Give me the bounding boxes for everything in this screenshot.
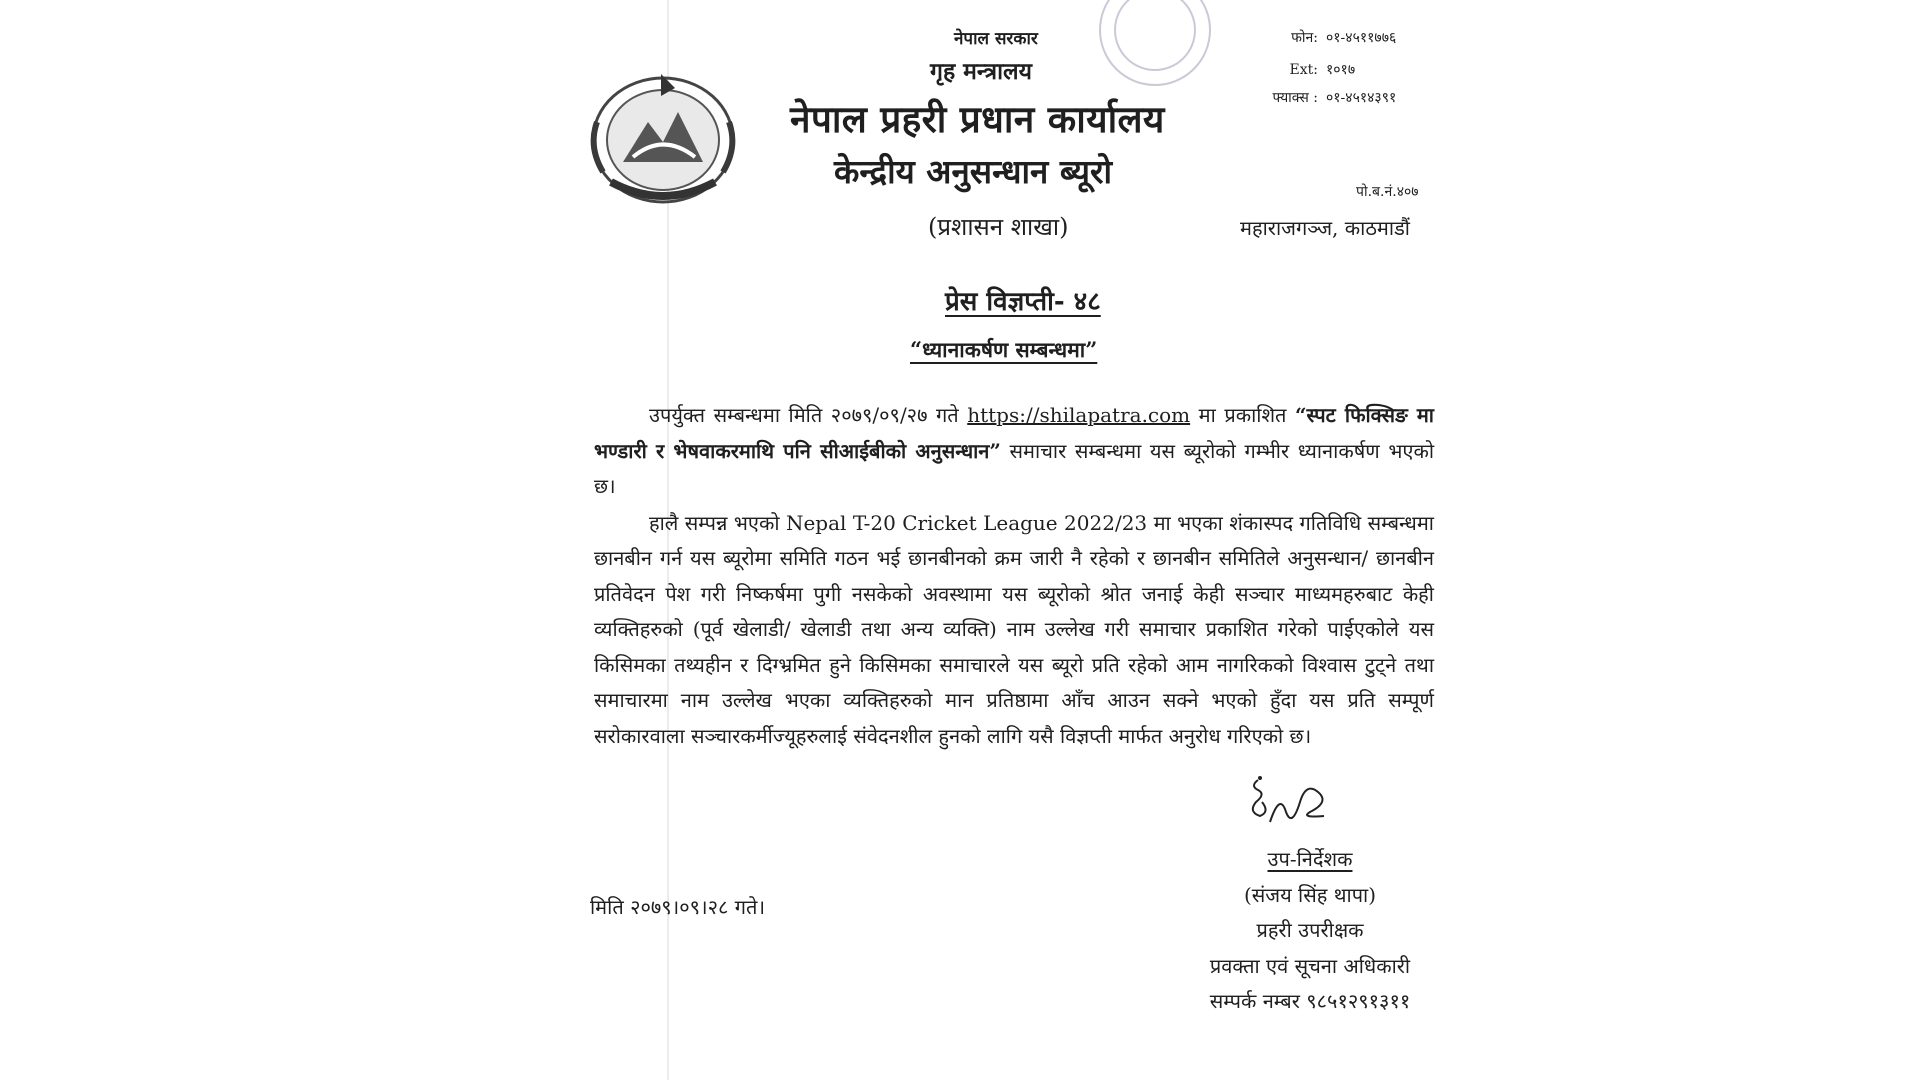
letter-body bbox=[594, 398, 1434, 755]
p1-text-a: उपर्युक्त सम्बन्धमा मिति २०७९/०९/२७ गते bbox=[649, 403, 968, 427]
ministry-label: गृह मन्त्रालय bbox=[930, 58, 1032, 85]
received-stamp bbox=[1075, 0, 1235, 100]
signatory-role: प्रवक्ता एवं सूचना अधिकारी bbox=[1209, 953, 1411, 978]
ext-label: Ext: bbox=[1289, 62, 1318, 78]
signatory-block bbox=[1160, 842, 1460, 1020]
signatory-phone: सम्पर्क नम्बर ९८५१२९१३११ bbox=[1209, 989, 1411, 1013]
office-title: नेपाल प्रहरी प्रधान कार्यालय bbox=[790, 97, 1165, 141]
p1-text-c: समाचार सम्बन्धमा यस ब्यूरोको गम्भीर ध्यानाकर्षण भएको छ। bbox=[594, 438, 1434, 498]
paragraph-1 bbox=[594, 398, 1434, 505]
ext-value: १०१७ bbox=[1326, 62, 1356, 78]
contact-ext bbox=[1248, 60, 1355, 79]
signatory-name: (संजय सिंह थापा) bbox=[1243, 882, 1377, 907]
signatory-rank: प्रहरी उपरीक्षक bbox=[1256, 918, 1364, 942]
branch-label: (प्रशासन शाखा) bbox=[928, 213, 1069, 241]
fax-label: फ्याक्स : bbox=[1272, 90, 1318, 106]
issue-date: मिति २०७९।०९।२८ गते। bbox=[590, 895, 766, 919]
handwritten-signature bbox=[1240, 772, 1340, 840]
po-box: पो.ब.नं.४०७ bbox=[1356, 184, 1419, 200]
subject-line: “ध्यानाकर्षण सम्बन्धमा” bbox=[910, 337, 1098, 362]
phone-value: ०१-४५११७७६ bbox=[1326, 30, 1397, 46]
government-label: नेपाल सरकार bbox=[954, 29, 1038, 49]
p1-text-b: मा प्रकाशित bbox=[1190, 403, 1296, 427]
paragraph-2: हालै सम्पन्न भएको Nepal T-20 Cricket League 2022/23 मा भएका शंकास्पद गतिविधि सम्बन्धमा छानबीन गर्न यस ब्यूरोमा समिति गठन भई छानबीनको क्रम जारी नै रहेको र छानबीन समितिले अनुसन्धान/ छानबीन प्रतिवेदन पेश गरी निष्कर्षमा पुगी नसकेको अवस्थामा यस ब्यूरोको श्रोत जनाई केही सञ्चार माध्यमहरुबाट केही व्यक्तिहरुको (पूर्व खेलाडी/ खेलाडी तथा अन्य व्यक्ति) नाम उल्लेख गरी समाचार प्रकाशित गरेको पाईएकोले यस किसिमका तथ्यहीन र दिग्भ्रमित हुने किसिमका समाचारले यस ब्यूरो प्रति रहेको आम नागरिकको विश्वास टुट्ने तथा समाचारमा नाम उल्लेख भएका व्यक्तिहरुको मान प्रतिष्ठामा आँच आउन सक्ने भएको हुँदा यस प्रति सम्पूर्ण सरोकारवाला सञ्चारकर्मीज्यूहरुलाई संवेदनशील हुनको लागि यसै विज्ञप्ती मार्फत अनुरोध गरिएको छ। bbox=[594, 510, 1434, 748]
bureau-title: केन्द्रीय अनुसन्धान ब्यूरो bbox=[834, 152, 1113, 191]
office-address: महाराजगञ्ज, काठमाडौं bbox=[1240, 216, 1410, 240]
nepal-police-emblem-icon bbox=[583, 62, 743, 212]
news-headline: “स्पट फिक्सिङ मा भण्डारी र भेषवाकरमाथि पनि सीआईबीको अनुसन्धान” bbox=[594, 403, 1434, 463]
contact-fax bbox=[1248, 88, 1396, 107]
signatory-designation: उप-निर्देशक bbox=[1267, 847, 1353, 871]
source-link[interactable]: https://shilapatra.com bbox=[967, 403, 1191, 427]
fax-value: ०१-४५१४३९१ bbox=[1326, 90, 1397, 106]
contact-phone bbox=[1248, 28, 1396, 47]
phone-label: फोन: bbox=[1291, 30, 1318, 46]
press-release-title: प्रेस विज्ञप्ती- ४८ bbox=[945, 287, 1101, 317]
